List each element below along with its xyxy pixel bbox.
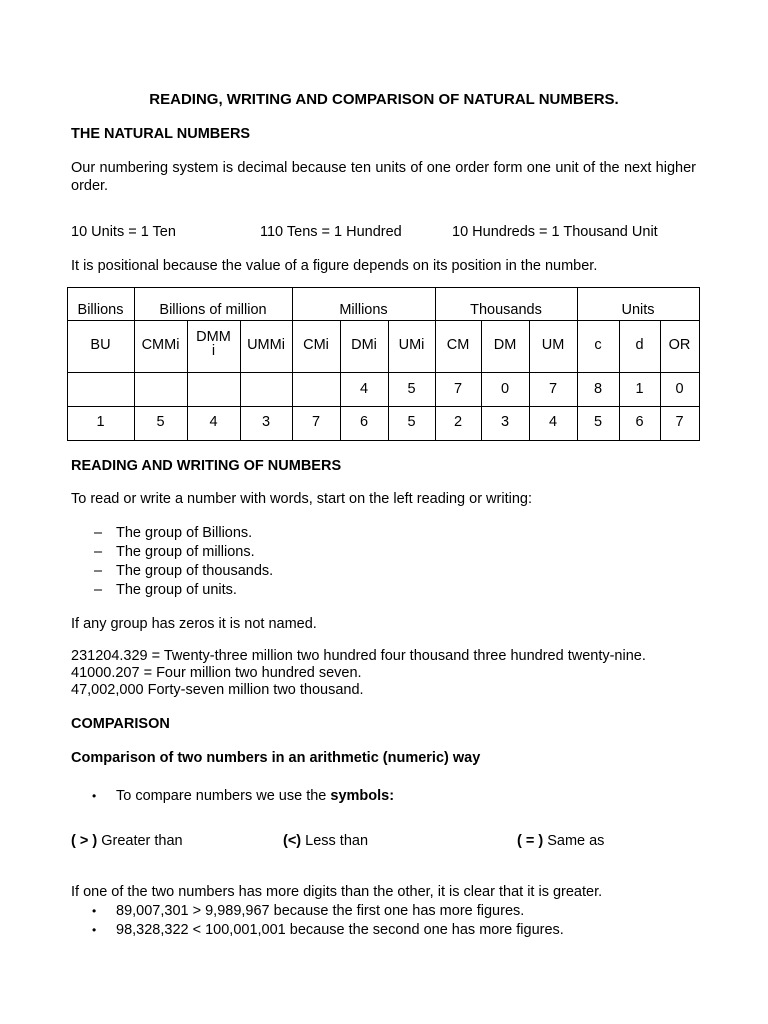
equivalence-units-ten: 10 Units = 1 Ten — [71, 224, 176, 240]
list-item: – The group of Billions. — [94, 525, 253, 541]
page-title: READING, WRITING AND COMPARISON OF NATURAL NUMBERS. — [149, 91, 619, 108]
table-group-header: Billions — [77, 302, 124, 318]
section-heading-reading-writing: READING AND WRITING OF NUMBERS — [71, 458, 342, 474]
table-cell: 1 — [635, 381, 644, 397]
table-group-header: Millions — [339, 302, 388, 318]
list-item: • 98,328,322 < 100,001,001 because the second one has more figures. — [92, 922, 564, 938]
table-column-header: UMi — [398, 337, 425, 353]
dash-marker: – — [94, 544, 103, 560]
table-group-header: Billions of million — [159, 302, 267, 318]
table-cell: 4 — [209, 414, 218, 430]
table-cell: 1 — [96, 414, 105, 430]
table-column-header: DMi — [351, 337, 377, 353]
table-group-header: Units — [621, 302, 655, 318]
digits-note: If one of the two numbers has more digits than the other, it is clear that it is greater. — [71, 884, 603, 900]
table-cell: 0 — [675, 381, 684, 397]
place-value-table — [67, 287, 700, 441]
table-cell: 5 — [407, 414, 416, 430]
bullet-marker: • — [92, 789, 97, 803]
table-column-header: UMMi — [247, 337, 285, 353]
table-cell: 7 — [548, 381, 558, 397]
section-heading-comparison: COMPARISON — [71, 716, 170, 732]
table-rule — [67, 320, 700, 321]
table-column-header: BU — [90, 337, 111, 353]
dash-marker: – — [94, 563, 103, 579]
table-column-header: CMMi — [141, 337, 180, 353]
section-heading-natural-numbers: THE NATURAL NUMBERS — [71, 126, 251, 142]
list-item: – The group of millions. — [94, 544, 255, 560]
intro-paragraph: Our numbering system is decimal because ten units of one order form one unit of the next higher order. — [71, 160, 696, 194]
symbols-bullet-list — [71, 787, 394, 806]
table-cell: 5 — [156, 414, 165, 430]
example-line: 41000.207 = Four million two hundred seven. — [71, 665, 362, 681]
dash-marker: – — [94, 582, 103, 598]
table-cell: 8 — [593, 381, 603, 397]
group-list — [71, 524, 273, 600]
zeros-note: If any group has zeros it is not named. — [71, 616, 317, 632]
table-cell: 7 — [675, 414, 684, 430]
table-cell: 3 — [500, 414, 510, 430]
table-column-header: OR — [668, 337, 691, 353]
table-cell: 4 — [359, 381, 369, 397]
symbol-less-than: (<) Less than — [283, 833, 369, 849]
dash-marker: – — [94, 525, 103, 541]
table-cell: 3 — [261, 414, 271, 430]
table-cell: 6 — [359, 414, 369, 430]
comparison-subheading: Comparison of two numbers in an arithmetic (numeric) way — [71, 750, 481, 766]
table-cell: 0 — [500, 381, 510, 397]
list-item: – The group of thousands. — [94, 563, 274, 579]
table-border-top — [67, 287, 700, 288]
table-column-header: UM — [541, 337, 565, 353]
table-cell: 7 — [453, 381, 463, 397]
list-item: • 89,007,301 > 9,989,967 because the first one has more figures. — [92, 903, 525, 919]
table-cell: 5 — [593, 414, 603, 430]
positional-note: It is positional because the value of a figure depends on its position in the number. — [71, 258, 598, 274]
table-rule — [67, 372, 700, 373]
table-column-header: DM — [493, 337, 517, 353]
table-cell: 5 — [407, 381, 416, 397]
table-cell: 2 — [453, 414, 463, 430]
symbols-word: symbols: — [330, 788, 395, 804]
example-line: 47,002,000 Forty-seven million two thousand. — [71, 682, 364, 698]
table-column-header: CMi — [303, 337, 329, 353]
symbol-same-as: ( = ) Same as — [517, 833, 605, 849]
reading-intro: To read or write a number with words, start on the left reading or writing: — [71, 491, 532, 507]
table-column-header: d — [635, 337, 644, 353]
equivalence-hundreds-thousand: 10 Hundreds = 1 Thousand Unit — [452, 224, 658, 240]
table-border-bottom — [67, 440, 700, 441]
symbol-greater-than: ( > ) Greater than — [71, 833, 183, 849]
bullet-marker: • — [92, 923, 97, 937]
table-cell: 7 — [311, 414, 321, 430]
table-border-right — [699, 287, 700, 441]
table-cell: 6 — [635, 414, 644, 430]
table-rule — [67, 406, 700, 407]
symbols-intro: To compare numbers we use the — [116, 788, 331, 804]
list-item — [71, 787, 394, 806]
table-cell: 4 — [548, 414, 558, 430]
table-column-header: DMM i — [196, 329, 231, 359]
table-group-header: Thousands — [470, 302, 542, 318]
comparison-examples — [71, 902, 564, 940]
table-column-header: CM — [446, 337, 470, 353]
example-line: 231204.329 = Twenty-three million two hundred four thousand three hundred twenty-nine. — [71, 648, 646, 664]
table-column-header: c — [594, 337, 602, 353]
bullet-marker: • — [92, 904, 97, 918]
equivalence-tens-hundred: 110 Tens = 1 Hundred — [260, 224, 402, 240]
list-item: – The group of units. — [94, 582, 237, 598]
